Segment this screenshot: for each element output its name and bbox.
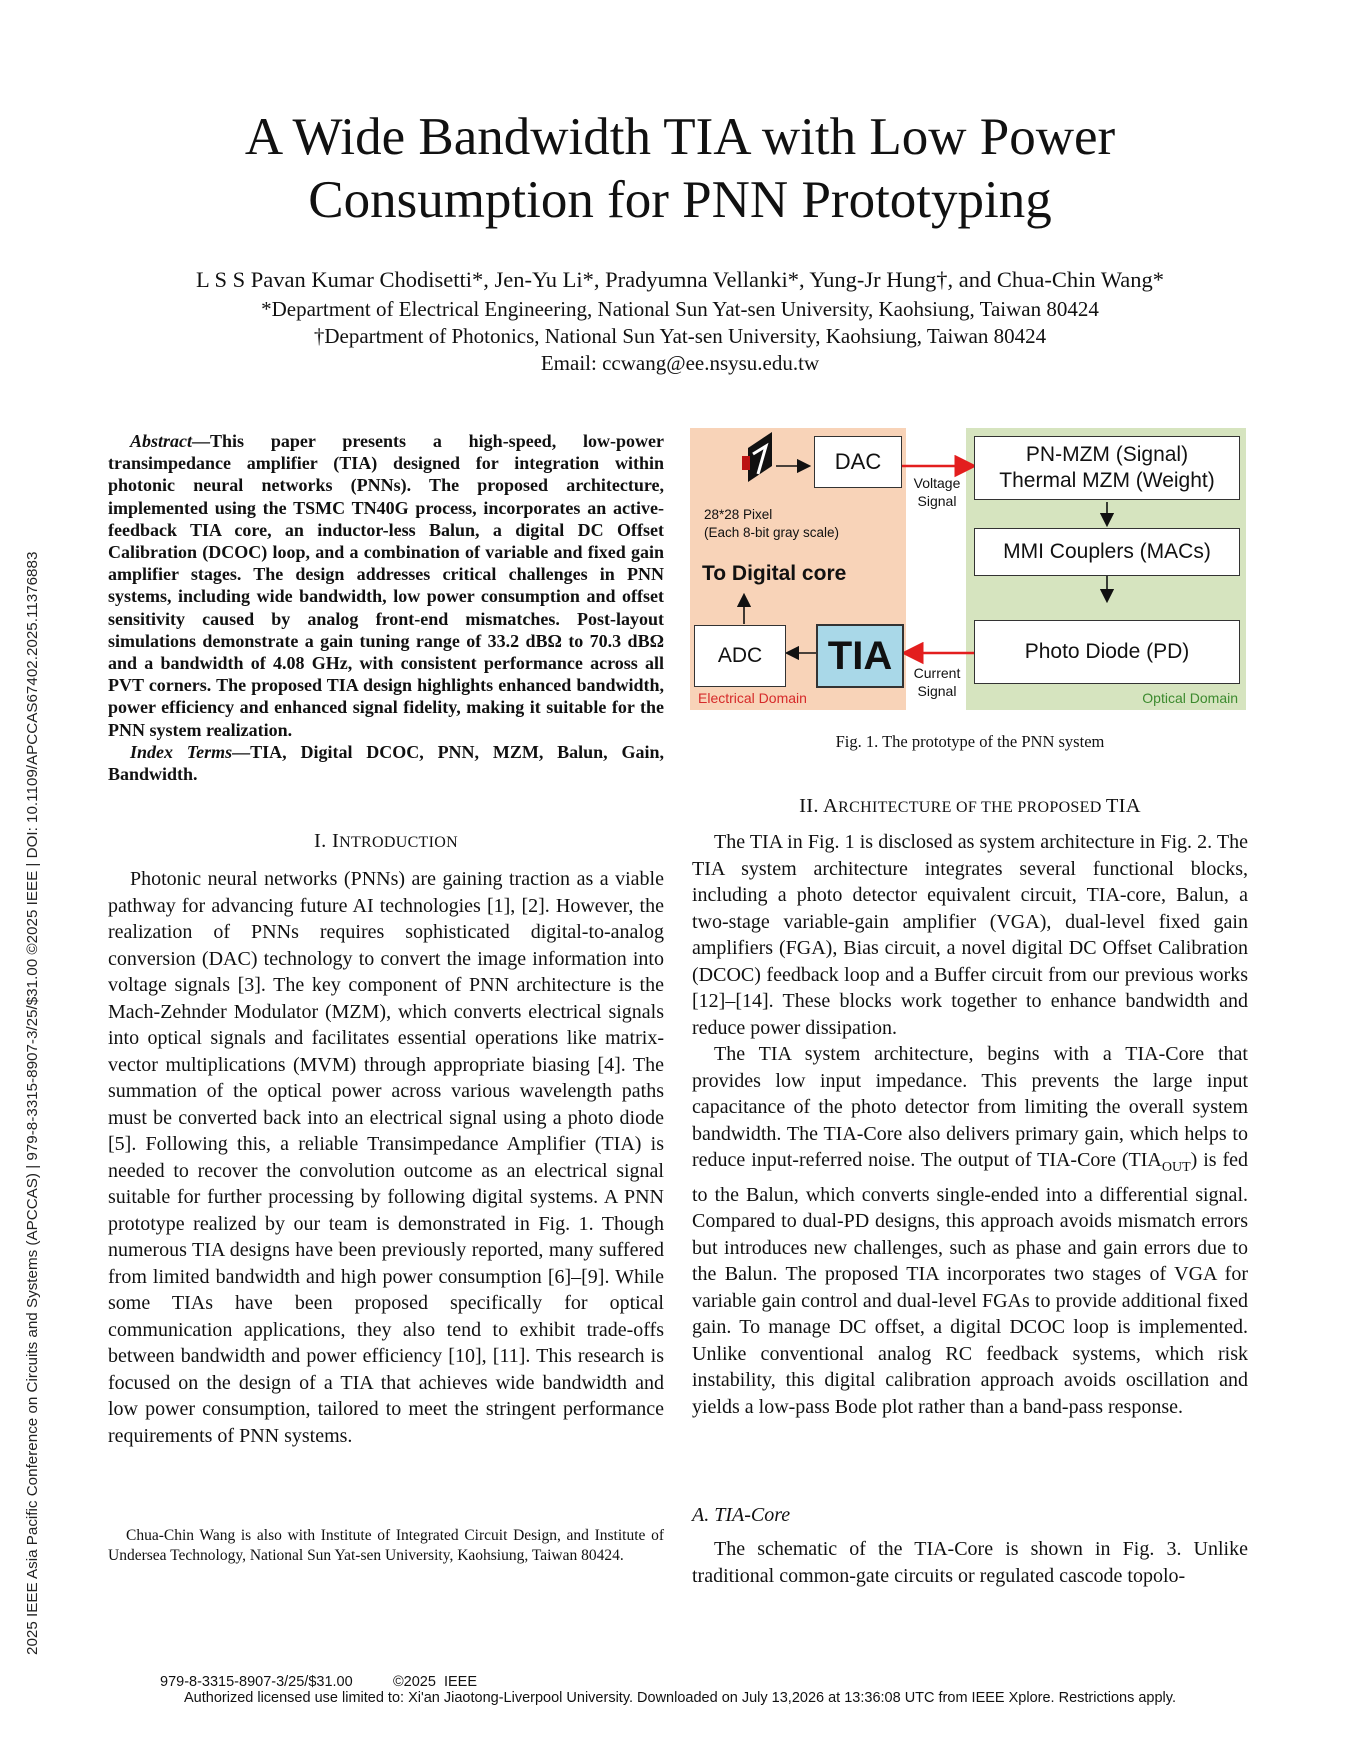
email: Email: ccwang@ee.nsysu.edu.tw xyxy=(540,351,820,375)
voltage-signal-label: Voltage Signal xyxy=(913,475,961,509)
figure-1 xyxy=(690,428,1246,710)
tia-core-paragraph: The schematic of the TIA-Core is shown in Fig. 3. Unlike traditional common-gate circuits or regulated cascode topolo- xyxy=(692,1538,1248,1587)
footer-isbn: 979-8-3315-8907-3/25/$31.00 ©2025 IEEE xyxy=(160,1674,478,1690)
title-line-2: Consumption for PNN Prototyping xyxy=(308,171,1052,229)
mzm-block: PN-MZM (Signal) Thermal MZM (Weight) xyxy=(974,436,1240,500)
intro-heading: I. INTRODUCTION xyxy=(314,830,458,852)
pixel-label: 28*28 Pixel (Each 8-bit gray scale) xyxy=(704,507,840,540)
optical-domain-label: Optical Domain xyxy=(1142,690,1238,706)
index-terms-text: —TIA, Digital DCOC, PNN, MZM, Balun, Gain, Bandwidth. xyxy=(108,741,664,785)
paper-title xyxy=(140,106,1220,232)
doi-sidebar: 2025 IEEE Asia Pacific Conference on Circuits and Systems (APCCAS) | 979-8-3315-8907-3/25/$31.00 ©2025 IEEE | DOI: 10.1109/APCCAS67402.2025.11376883 xyxy=(24,551,41,1655)
abstract xyxy=(108,430,664,785)
dac-block: DAC xyxy=(814,436,902,488)
adc-block: ADC xyxy=(694,625,786,687)
intro-paragraph: Photonic neural networks (PNNs) are gaining traction as a viable pathway for advancing future AI technologies [1], [2]. However, the realization of PNNs requires sophisticated digital-to-analog conversion (DAC) technology to convert the image information into voltage signals [3]. The key component of PNN architecture is the Mach-Zehnder Modulator (MZM), which converts electrical signals into optical signals and facilitates essential operations like matrix-vector multiplications (MVM) through appropriate biasing [4]. The summation of the optical power across various wavelength paths must be converted back into an electrical signal using a photo diode [5]. Following this, a reliable Transimpedance Amplifier (TIA) is needed to recover the convolution outcome as an electrical signal suitable for further processing by following digital systems. A PNN prototype realized by our team is demonstrated in Fig. 1. Though numerous TIA designs have been previously reported, many suffered from limited bandwidth and high power consumption [6]–[9]. While some TIAs have been proposed specifically for optical communication applications, they also tend to exhibit trade-offs between bandwidth and power efficiency [10], [11]. This research is focused on the design of a TIA that achieves wide bandwidth and low power consumption, tailored to meet the stringent performance requirements of PNN systems. xyxy=(108,868,664,1447)
digit-image-icon xyxy=(742,432,772,482)
current-signal-label: Current Signal xyxy=(913,665,961,699)
to-digital-core-label: To Digital core xyxy=(702,562,847,585)
index-terms-lead: Index Terms xyxy=(130,741,233,762)
subsection-a-heading: A. TIA-Core xyxy=(692,1504,791,1526)
abstract-lead: Abstract xyxy=(130,431,193,451)
architecture-paragraph-2: The TIA system architecture, begins with a TIA-Core that provides low input impedance. This prevents the large input capacitance of the photo detector from limiting the overall system bandwidth. The TIA-Core also delivers primary gain, which helps to reduce input-referred noise. The output of TIA-Core $(TIA_{OUT})$ is fed to the Balun, which converts single-ended into a differential signal. Compared to dual-PD designs, this approach avoids mismatch errors but introduces new challenges, such as phase and gain errors due to the Balun. The proposed TIA incorporates two stages of VGA for variable gain control and dual-level FGAs to provide additional fixed gain. To manage DC offset, a digital DCOC loop is implemented. Unlike conventional analog RC feedback systems, which risk instability, this digital calibration approach avoids oscillation and yields a low-pass Bode plot rather than a band-pass response. xyxy=(692,1043,1248,1418)
title-line-1: A Wide Bandwidth TIA with Low Power xyxy=(244,108,1116,166)
affiliation-2: †Department of Photonics, National Sun Yat-sen University, Kaohsiung, Taiwan 80424 xyxy=(313,324,1047,348)
author-list: L S S Pavan Kumar Chodisetti*, Jen-Yu Li*, Pradyumna Vellanki*, Yung-Jr Hung†, and Chua-Chin Wang* xyxy=(195,267,1165,292)
architecture-body xyxy=(692,829,1248,1420)
tia-block: TIA xyxy=(816,624,904,688)
intro-body xyxy=(108,866,664,1449)
architecture-heading: II. ARCHITECTURE OF THE PROPOSED TIA xyxy=(799,795,1141,817)
affiliation-1: *Department of Electrical Engineering, National Sun Yat-sen University, Kaohsiung, Taiwan 80424 xyxy=(261,297,1099,321)
footnote: Chua-Chin Wang is also with Institute of Integrated Circuit Design, and Institute of Undersea Technology, National Sun Yat-sen University, Kaohsiung, Taiwan 80424. xyxy=(108,1527,664,1564)
photo-diode-block: Photo Diode (PD) xyxy=(974,620,1240,684)
mmi-couplers-block: MMI Couplers (MACs) xyxy=(974,528,1240,576)
electrical-domain-label: Electrical Domain xyxy=(698,690,807,706)
tia-core-body xyxy=(692,1536,1248,1589)
figure-caption: Fig. 1. The prototype of the PNN system xyxy=(835,732,1105,751)
architecture-paragraph-1: The TIA in Fig. 1 is disclosed as system architecture in Fig. 2. The TIA system architecture integrates several functional blocks, including a photo detector equivalent circuit, TIA-core, Balun, a two-stage variable-gain amplifier (VGA), dual-level fixed gain amplifiers (FGA), Bias circuit, a novel digital DC Offset Calibration (DCOC) feedback loop and a Buffer circuit from our previous works [12]–[14]. These blocks work together to enhance bandwidth and reduce power dissipation. xyxy=(692,831,1248,1039)
footer-license: Authorized licensed use limited to: Xi'an Jiaotong-Liverpool University. Downloaded on July 13,2026 at 13:36:08 UTC from IEEE Xplore. Restrictions apply. xyxy=(184,1690,1176,1706)
abstract-text: —This paper presents a high-speed, low-power transimpedance amplifier (TIA) designed for integration within photonic neural networks (PNNs). The proposed architecture, implemented using the TSMC TN40G process, incorporates an active-feedback TIA core, an inductor-less Balun, a digital DC Offset Calibration (DCOC) loop, and a combination of variable and fixed gain amplifier stages. The design addresses critical challenges in PNN systems, including wide bandwidth, low power consumption and offset sensitivity caused by analog front-end mismatches. Post-layout simulations demonstrate a gain tuning range of 33.2 dBΩ to 70.3 dBΩ and a bandwidth of 4.08 GHz, with consistent performance across all PVT corners. The proposed TIA design highlights enhanced bandwidth, power efficiency and enhanced signal fidelity, making it suitable for the PNN system realization. xyxy=(108,431,664,740)
